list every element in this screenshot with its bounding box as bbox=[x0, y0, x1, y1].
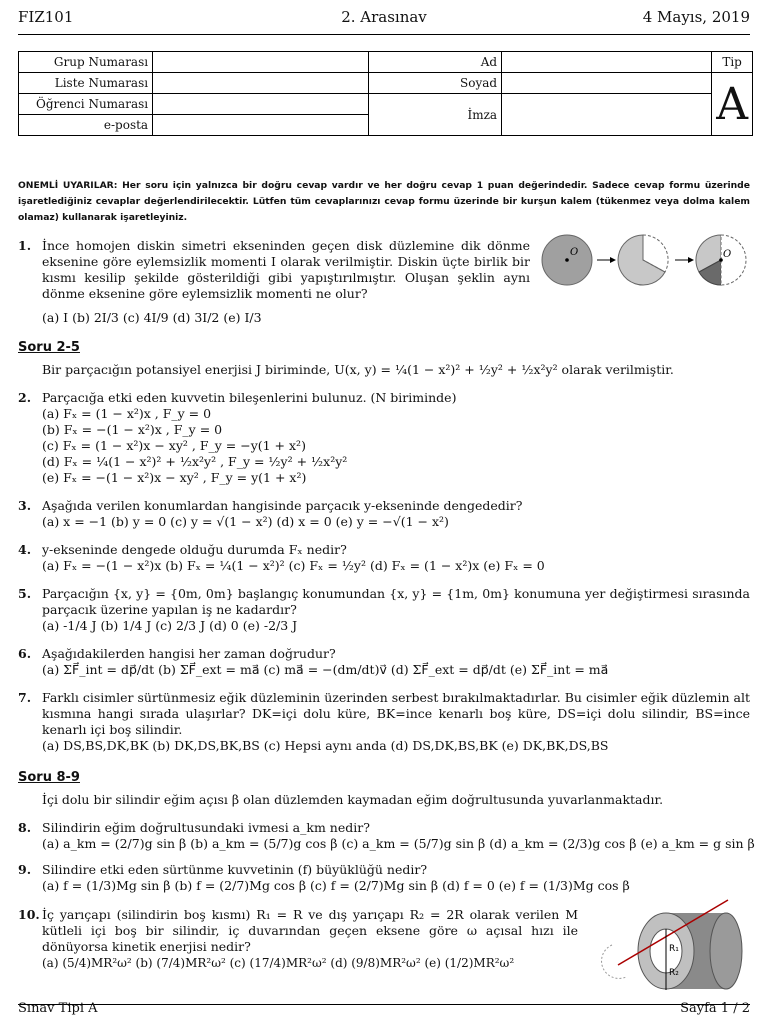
question-6 bbox=[18, 646, 750, 678]
email-field[interactable] bbox=[153, 115, 369, 136]
q9-options: (a) f = (1/3)Mg sin β (b) f = (2/7)Mg cos β (c) f = (2/7)Mg sin β (d) f = 0 (e) f = (1/3)Mg cos β bbox=[42, 878, 630, 893]
question-2 bbox=[18, 390, 750, 486]
page-number: Sayfa 1 / 2 bbox=[680, 1001, 750, 1016]
q9-number: 9. bbox=[18, 862, 32, 877]
q8-options: (a) a_km = (2/7)g sin β (b) a_km = (5/7)g cos β (c) a_km = (5/7)g sin β (d) a_km = (2/3)g cos β (e) a_km = g sin β bbox=[42, 836, 755, 851]
course-code: FIZ101 bbox=[18, 8, 74, 26]
q4-options: (a) Fₓ = −(1 − x²)x (b) Fₓ = ¼(1 − x²)² (c) Fₓ = ½y² (d) Fₓ = (1 − x²)x (e) Fₓ = 0 bbox=[42, 558, 545, 573]
q6-text: Aşağıdakilerden hangisi her zaman doğrudur? bbox=[42, 646, 336, 661]
q10-options: (a) (5/4)MR²ω² (b) (7/4)MR²ω² (c) (17/4)MR²ω² (d) (9/8)MR²ω² (e) (1/2)MR²ω² bbox=[42, 956, 515, 970]
q2-number: 2. bbox=[18, 390, 32, 405]
signature-label: İmza bbox=[368, 94, 501, 136]
q5-options: (a) -1/4 J (b) 1/4 J (c) 2/3 J (d) 0 (e) -2/3 J bbox=[42, 618, 298, 633]
name-field[interactable] bbox=[502, 52, 712, 73]
list-label: Liste Numarası bbox=[19, 73, 153, 94]
q5-number: 5. bbox=[18, 586, 32, 601]
q7-number: 7. bbox=[18, 690, 32, 705]
group-label: Grup Numarası bbox=[19, 52, 153, 73]
header-rule bbox=[18, 34, 750, 35]
section-8-9-title: Soru 8-9 bbox=[18, 770, 80, 785]
student-info-table bbox=[18, 51, 753, 136]
q3-options: (a) x = −1 (b) y = 0 (c) y = √(1 − x²) (d) x = 0 (e) y = −√(1 − x²) bbox=[42, 514, 449, 529]
student-number-label: Öğrenci Numarası bbox=[19, 94, 153, 115]
q2-text: Parçacığa etki eden kuvvetin bileşenlerini bulunuz. (N biriminde) bbox=[42, 390, 457, 405]
q1-number: 1. bbox=[18, 238, 32, 253]
q6-options: (a) ΣF⃗_int = dp⃗/dt (b) ΣF⃗_ext = ma⃗ (c) ma⃗ = −(dm/dt)v⃗ (d) ΣF⃗_ext = dp⃗/dt (e) ΣF⃗_int = ma⃗ bbox=[42, 662, 609, 677]
section-2-5-text: Bir parçacığın potansiyel enerjisi J biriminde, U(x, y) = ¼(1 − x²)² + ½y² + ½x²y² olarak verilmiştir. bbox=[42, 362, 674, 377]
q2-option-a: (a) Fₓ = (1 − x²)x , F_y = 0 bbox=[42, 406, 212, 421]
exam-type: A bbox=[712, 73, 753, 136]
arrow-icon-2 bbox=[688, 257, 694, 263]
q1-options: (a) I (b) 2I/3 (c) 4I/9 (d) 3I/2 (e) I/3 bbox=[42, 310, 262, 325]
r2-label: R₂ bbox=[669, 968, 679, 978]
section-2-5-title: Soru 2-5 bbox=[18, 340, 80, 355]
exam-date: 4 Mayıs, 2019 bbox=[642, 8, 750, 26]
question-10 bbox=[18, 907, 578, 971]
r1-label: R₁ bbox=[669, 944, 679, 954]
question-4 bbox=[18, 542, 750, 574]
q6-number: 6. bbox=[18, 646, 32, 661]
q3-number: 3. bbox=[18, 498, 32, 513]
arrow-icon bbox=[610, 257, 616, 263]
question-5 bbox=[18, 586, 750, 634]
question-3 bbox=[18, 498, 750, 530]
important-warnings: ONEMLİ UYARILAR: Her soru için yalnızca bir doğru cevap vardır ve her doğru cevap 1 puan değerindedir. Sadece cevap formu üzerinde işaretlediğiniz cevaplar değerlendirilecektir. Lütfen tüm cevaplarınızı cevap formu üzerinde bir kurşun kalem (tükenmez veya dolma kalem olamaz) kullanarak işaretleyiniz. bbox=[18, 180, 750, 223]
axis-label-1: O bbox=[570, 247, 579, 258]
q7-options: (a) DS,BS,DK,BK (b) DK,DS,BK,BS (c) Hepsi aynı anda (d) DS,DK,BS,BK (e) DK,BK,DS,BS bbox=[42, 738, 609, 753]
q1-disk-figure bbox=[540, 233, 752, 289]
page-header bbox=[18, 8, 750, 30]
q1-text: İnce homojen diskin simetri ekseninden geçen disk düzlemine dik dönme eksenine göre eylemsizlik momenti I olarak verilmiştir. Diskin üçte birlik bir kısmı kesilip şekilde gösterildiği gibi yapıştırılmıştır. Oluşan şeklin aynı dönme eksenine göre eylemsizlik momenti ne olur? bbox=[42, 238, 530, 301]
question-9 bbox=[18, 862, 750, 894]
question-8 bbox=[18, 820, 755, 852]
surname-label: Soyad bbox=[368, 73, 501, 94]
q7-text: Farklı cisimler sürtünmesiz eğik düzleminin üzerinden serbest bırakılmaktadırlar. Bu cisimler eğik düzlemin alt kısmına hangi sırada ulaşırlar? DK=içi dolu küre, BK=ince kenarlı boş küre, DS=içi dolu silindir, BS=ince kenarlı içi boş silindir. bbox=[42, 690, 750, 737]
q2-option-e: (e) Fₓ = −(1 − x²)x − xy² , F_y = y(1 + x²) bbox=[42, 470, 307, 485]
q10-text: İç yarıçapı (silindirin boş kısmı) R₁ = R ve dış yarıçapı R₂ = 2R olarak verilen M kütleli içi boş bir silindir, iç duvarından geçen eksene göre ω açısal hızı ile dönüyorsa kinetik enerjisi nedir? bbox=[42, 907, 578, 954]
q3-text: Aşağıda verilen konumlardan hangisinde parçacık y-ekseninde dengededir? bbox=[42, 498, 523, 513]
q8-number: 8. bbox=[18, 820, 32, 835]
type-label: Tip bbox=[712, 52, 753, 73]
q8-text: Silindirin eğim doğrultusundaki ivmesi a_km nedir? bbox=[42, 820, 370, 835]
q4-number: 4. bbox=[18, 542, 32, 557]
axis-label-2: O bbox=[723, 249, 732, 260]
q2-option-c: (c) Fₓ = (1 − x²)x − xy² , F_y = −y(1 + x²) bbox=[42, 438, 306, 453]
page-footer bbox=[18, 1001, 750, 1016]
q10-number: 10. bbox=[18, 907, 40, 922]
section-8-9-text: İçi dolu bir silindir eğim açısı β olan düzlemden kaymadan eğim doğrultusunda yuvarlanmaktadır. bbox=[42, 792, 664, 807]
exam-title: 2. Arasınav bbox=[341, 8, 427, 26]
q2-option-b: (b) Fₓ = −(1 − x²)x , F_y = 0 bbox=[42, 422, 223, 437]
email-label: e-posta bbox=[19, 115, 153, 136]
q2-option-d: (d) Fₓ = ¼(1 − x²)² + ½x²y² , F_y = ½y² + ½x²y² bbox=[42, 454, 348, 469]
footer-exam-type: Sınav Tipi A bbox=[18, 1001, 98, 1016]
cut-disk bbox=[618, 235, 665, 285]
student-number-field[interactable] bbox=[153, 94, 369, 115]
signature-field[interactable] bbox=[502, 94, 712, 136]
q9-text: Silindire etki eden sürtünme kuvvetinin (f) büyüklüğü nedir? bbox=[42, 862, 428, 877]
name-label: Ad bbox=[368, 52, 501, 73]
q10-cylinder-figure bbox=[598, 895, 748, 1000]
q5-text: Parçacığın {x, y} = {0m, 0m} başlangıç konumundan {x, y} = {1m, 0m} konumuna yer değiştirmesi sırasında parçacık üzerine yapılan iş ne kadardır? bbox=[42, 586, 750, 617]
surname-field[interactable] bbox=[502, 73, 712, 94]
list-field[interactable] bbox=[153, 73, 369, 94]
group-field[interactable] bbox=[153, 52, 369, 73]
q4-text: y-ekseninde dengede olduğu durumda Fₓ nedir? bbox=[42, 542, 347, 557]
question-1 bbox=[18, 238, 530, 302]
question-7 bbox=[18, 690, 750, 754]
